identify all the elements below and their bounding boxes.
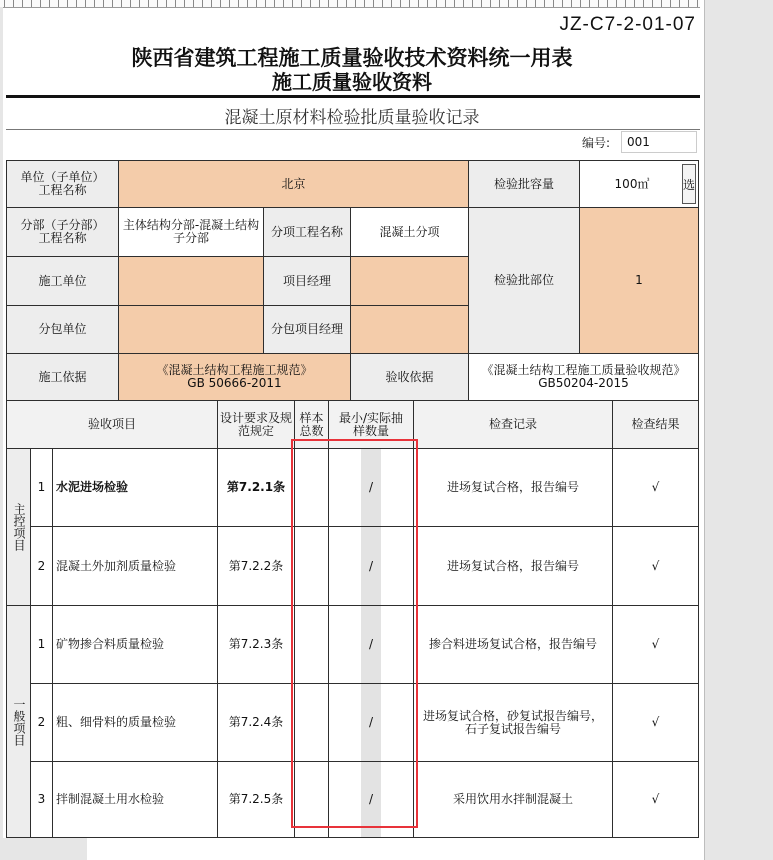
row-clause: 第7.2.5条 — [217, 761, 295, 838]
number-label: 编号: — [582, 136, 611, 150]
ruler-tick — [508, 0, 509, 7]
right-gray-pane — [704, 0, 773, 860]
column-ruler — [0, 0, 700, 8]
ruler-tick — [328, 0, 329, 7]
row-item-name: 粗、细骨料的质量检验 — [52, 683, 218, 762]
ruler-tick — [445, 0, 446, 7]
row-min-sample[interactable] — [328, 605, 414, 684]
ruler-tick — [589, 0, 590, 7]
bottom-gray-bar — [3, 838, 87, 860]
row-number: 2 — [30, 526, 53, 606]
ruler-tick — [562, 0, 563, 7]
row-sample-total[interactable] — [294, 761, 329, 838]
basis-label: 施工依据 — [6, 353, 119, 401]
row-record[interactable]: 进场复试合格，砂复试报告编号，石子复试报告编号 — [413, 683, 613, 762]
ruler-tick — [625, 0, 626, 7]
row-result[interactable] — [612, 526, 699, 606]
ruler-tick — [616, 0, 617, 7]
group-main-control — [6, 448, 31, 606]
capacity-value: 100㎥ — [614, 176, 650, 191]
ruler-tick — [157, 0, 158, 7]
ruler-tick — [436, 0, 437, 7]
check-mark-icon: √ — [651, 715, 660, 729]
ruler-tick — [598, 0, 599, 7]
ruler-tick — [400, 0, 401, 7]
ruler-tick — [382, 0, 383, 7]
row-clause: 第7.2.3条 — [217, 605, 295, 684]
row-sample-total[interactable] — [294, 526, 329, 606]
contractor-label: 施工单位 — [6, 256, 119, 306]
row-record[interactable]: 掺合料进场复试合格，报告编号 — [413, 605, 613, 684]
subitem-label: 分项工程名称 — [263, 207, 351, 257]
division-field[interactable]: 主体结构分部-混凝土结构子分部 — [118, 207, 264, 257]
ruler-tick — [643, 0, 644, 7]
ruler-tick — [364, 0, 365, 7]
ruler-tick — [571, 0, 572, 7]
ruler-tick — [247, 0, 248, 7]
ruler-tick — [238, 0, 239, 7]
group-general — [6, 605, 31, 838]
ruler-tick — [94, 0, 95, 7]
contractor-field[interactable] — [118, 256, 264, 306]
ruler-tick — [4, 0, 5, 7]
ruler-tick — [229, 0, 230, 7]
ruler-tick — [202, 0, 203, 7]
ruler-tick — [265, 0, 266, 7]
ruler-tick — [148, 0, 149, 7]
page-subtitle-main: 施工质量验收资料 — [272, 70, 432, 94]
row-sample-value: / — [368, 792, 374, 806]
row-sample-value: / — [368, 637, 374, 651]
row-number: 1 — [30, 605, 53, 684]
ruler-tick — [463, 0, 464, 7]
row-result[interactable] — [612, 761, 699, 838]
ruler-tick — [22, 0, 23, 7]
part-label: 检验批部位 — [468, 207, 580, 354]
record-title: 混凝土原材料检验批质量验收记录 — [224, 108, 480, 128]
ruler-tick — [67, 0, 68, 7]
check-mark-icon: √ — [651, 558, 660, 573]
row-clause: 第7.2.4条 — [217, 683, 295, 762]
ruler-tick — [103, 0, 104, 7]
number-field[interactable]: 001 — [621, 131, 697, 153]
group-general-label: 一般项目 — [12, 697, 26, 746]
check-mark-icon: √ — [651, 480, 660, 494]
ruler-tick — [31, 0, 32, 7]
ruler-tick — [130, 0, 131, 7]
row-result[interactable] — [612, 605, 699, 684]
row-record[interactable]: 进场复试合格，报告编号 — [413, 526, 613, 606]
row-min-sample[interactable] — [328, 683, 414, 762]
ruler-tick — [121, 0, 122, 7]
row-result[interactable] — [612, 683, 699, 762]
subtitle-divider — [6, 129, 700, 130]
ruler-tick — [697, 0, 698, 7]
accept-basis-label: 验收依据 — [350, 353, 469, 401]
row-min-sample[interactable] — [328, 448, 414, 527]
ruler-tick — [301, 0, 302, 7]
ruler-tick — [139, 0, 140, 7]
row-min-sample[interactable] — [328, 761, 414, 838]
ruler-tick — [337, 0, 338, 7]
ruler-tick — [346, 0, 347, 7]
title-divider — [6, 95, 700, 98]
ruler-tick — [175, 0, 176, 7]
ruler-tick — [13, 0, 14, 7]
row-min-sample[interactable] — [328, 526, 414, 606]
row-number: 1 — [30, 448, 53, 527]
row-sample-total[interactable] — [294, 605, 329, 684]
division-label: 分部（子分部） 工程名称 — [6, 207, 119, 257]
left-gutter — [0, 7, 3, 860]
header-min-sample: 最小/实际抽样数量 — [328, 400, 414, 449]
group-main-control-label: 主控项目 — [12, 503, 26, 551]
ruler-tick — [418, 0, 419, 7]
header-record: 检查记录 — [413, 400, 613, 449]
ruler-tick — [58, 0, 59, 7]
unit-label: 单位（子单位） 工程名称 — [6, 160, 119, 208]
ruler-tick — [184, 0, 185, 7]
ruler-tick — [112, 0, 113, 7]
ruler-tick — [517, 0, 518, 7]
ruler-tick — [274, 0, 275, 7]
ruler-tick — [292, 0, 293, 7]
ruler-tick — [373, 0, 374, 7]
form-code: JZ-C7-2-01-07 — [559, 14, 696, 35]
row-item-name: 拌制混凝土用水检验 — [52, 761, 218, 838]
row-sample-value: / — [368, 558, 374, 573]
ruler-tick — [391, 0, 392, 7]
row-clause: 第7.2.1条 — [217, 448, 295, 527]
header-result: 检查结果 — [612, 400, 699, 449]
ruler-tick — [454, 0, 455, 7]
row-number: 2 — [30, 683, 53, 762]
capacity-label: 检验批容量 — [468, 160, 580, 208]
subcontractor-field[interactable] — [118, 305, 264, 354]
row-item-name: 矿物掺合料质量检验 — [52, 605, 218, 684]
select-button[interactable]: 选 — [682, 164, 696, 204]
ruler-tick — [526, 0, 527, 7]
row-number: 3 — [30, 761, 53, 838]
ruler-tick — [427, 0, 428, 7]
ruler-tick — [472, 0, 473, 7]
row-record[interactable]: 进场复试合格，报告编号 — [413, 448, 613, 527]
ruler-tick — [256, 0, 257, 7]
unit-name-field[interactable]: 北京 — [118, 160, 469, 208]
ruler-tick — [553, 0, 554, 7]
ruler-tick — [481, 0, 482, 7]
row-item-name: 混凝土外加剂质量检验 — [52, 526, 218, 606]
ruler-tick — [490, 0, 491, 7]
ruler-tick — [76, 0, 77, 7]
row-clause: 第7.2.2条 — [217, 526, 295, 606]
ruler-tick — [40, 0, 41, 7]
check-mark-icon: √ — [651, 637, 660, 651]
ruler-tick — [49, 0, 50, 7]
ruler-tick — [679, 0, 680, 7]
ruler-tick — [193, 0, 194, 7]
row-result[interactable] — [612, 448, 699, 527]
ruler-tick — [661, 0, 662, 7]
ruler-tick — [355, 0, 356, 7]
ruler-tick — [688, 0, 689, 7]
header-item: 验收项目 — [6, 400, 218, 449]
accept-basis-field[interactable]: 《混凝土结构工程施工质量验收规范》GB50204-2015 — [468, 353, 699, 401]
ruler-tick — [544, 0, 545, 7]
header-design: 设计要求及规范规定 — [217, 400, 295, 449]
page-title: 陕西省建筑工程施工质量验收技术资料统一用表 — [131, 46, 573, 70]
ruler-tick — [634, 0, 635, 7]
ruler-tick — [607, 0, 608, 7]
sub-manager-field[interactable] — [350, 305, 469, 354]
ruler-tick — [499, 0, 500, 7]
subitem-field[interactable]: 混凝土分项 — [350, 207, 469, 257]
ruler-tick — [211, 0, 212, 7]
manager-label: 项目经理 — [263, 256, 351, 306]
row-sample-value: / — [368, 480, 374, 494]
check-mark-icon: √ — [651, 792, 660, 806]
ruler-tick — [535, 0, 536, 7]
ruler-tick — [652, 0, 653, 7]
subcontractor-label: 分包单位 — [6, 305, 119, 354]
ruler-tick — [580, 0, 581, 7]
ruler-tick — [220, 0, 221, 7]
ruler-tick — [166, 0, 167, 7]
header-sample-total: 样本总数 — [294, 400, 329, 449]
row-sample-value: / — [368, 715, 374, 729]
row-sample-total[interactable] — [294, 683, 329, 762]
part-field[interactable]: 1 — [579, 207, 699, 354]
ruler-tick — [670, 0, 671, 7]
ruler-tick — [319, 0, 320, 7]
ruler-tick — [409, 0, 410, 7]
ruler-tick — [310, 0, 311, 7]
row-record[interactable]: 采用饮用水拌制混凝土 — [413, 761, 613, 838]
sub-manager-label: 分包项目经理 — [263, 305, 351, 354]
row-sample-total[interactable] — [294, 448, 329, 527]
capacity-field[interactable] — [579, 160, 699, 208]
manager-field[interactable] — [350, 256, 469, 306]
ruler-tick — [85, 0, 86, 7]
basis-field[interactable]: 《混凝土结构工程施工规范》 GB 50666-2011 — [118, 353, 351, 401]
ruler-tick — [283, 0, 284, 7]
row-item-name: 水泥进场检验 — [52, 448, 218, 527]
